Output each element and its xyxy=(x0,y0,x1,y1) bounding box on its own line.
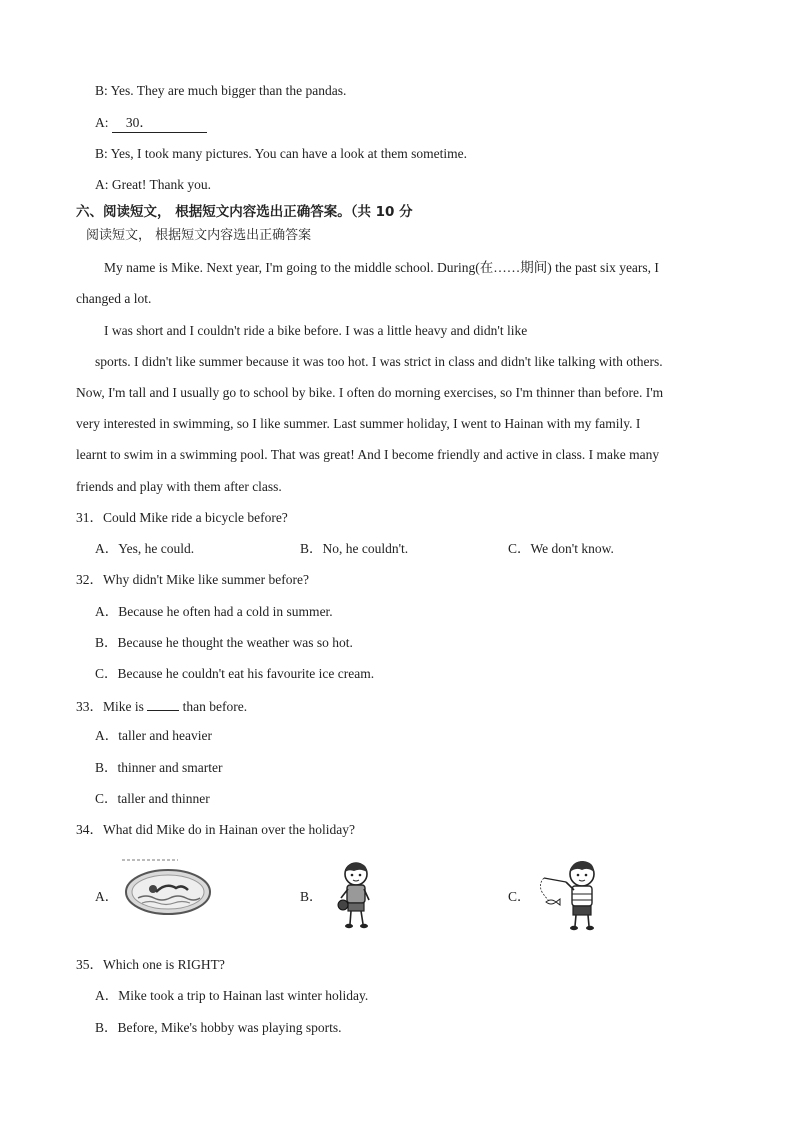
dialogue-line-2: A: 30． xyxy=(95,114,207,133)
passage-line-1: My name is Mike. Next year, I'm going to the middle school. During(在……期间) the past six years, I xyxy=(104,260,659,275)
q32-option-b[interactable]: B．Because he thought the weather was so hot. xyxy=(95,635,353,650)
q33-option-b[interactable]: B．thinner and smarter xyxy=(95,760,223,775)
q33-option-a[interactable]: A．taller and heavier xyxy=(95,728,212,743)
section-subtitle: 阅读短文， 根据短文内容选出正确答案 xyxy=(86,228,312,243)
question-35-stem: 35．Which one is RIGHT? xyxy=(76,957,225,972)
passage-line-5: Now, I'm tall and I usually go to school by bike. I often do morning exercises, so I'm thinner than before. I'm xyxy=(76,385,664,400)
question-33-stem: 33．Mike is than before. xyxy=(76,696,247,716)
passage-line-7: learnt to swim in a swimming pool. That was great! And I become friendly and active in class. I make many xyxy=(76,447,660,462)
swimming-picture xyxy=(118,858,218,920)
answer-blank-30[interactable]: 30． xyxy=(112,114,207,133)
question-34-stem: 34．What did Mike do in Hainan over the holiday? xyxy=(76,822,355,837)
passage-line-2: changed a lot. xyxy=(76,291,152,306)
q35-option-a[interactable]: A．Mike took a trip to Hainan last winter holiday. xyxy=(95,988,369,1003)
q35-option-b[interactable]: B．Before, Mike's hobby was playing sports. xyxy=(95,1020,342,1035)
q34-option-a[interactable]: A． xyxy=(95,889,119,904)
question-32-stem: 32．Why didn't Mike like summer before? xyxy=(76,572,310,587)
dialogue-line-1: B: Yes. They are much bigger than the pandas. xyxy=(95,83,347,98)
basketball-boy-picture xyxy=(332,860,380,932)
passage-line-8: friends and play with them after class. xyxy=(76,479,282,494)
q32-option-a[interactable]: A．Because he often had a cold in summer. xyxy=(95,604,333,619)
q34-option-b[interactable]: B． xyxy=(300,889,323,904)
q31-option-b[interactable]: B．No, he couldn't. xyxy=(300,541,409,556)
question-31-stem: 31．Could Mike ride a bicycle before? xyxy=(76,510,288,525)
dialogue-line-4: A: Great! Thank you. xyxy=(95,177,211,192)
fishing-boy-picture xyxy=(536,858,606,932)
q34-option-c[interactable]: C． xyxy=(508,889,531,904)
q31-option-a[interactable]: A．Yes, he could. xyxy=(95,541,195,556)
q32-option-c[interactable]: C．Because he couldn't eat his favourite ice cream. xyxy=(95,666,375,681)
passage-line-3: I was short and I couldn't ride a bike before. I was a little heavy and didn't like xyxy=(104,323,528,338)
q31-option-c[interactable]: C．We don't know. xyxy=(508,541,614,556)
passage-line-4: sports. I didn't like summer because it was too hot. I was strict in class and didn't like talking with others. xyxy=(95,354,663,369)
q33-option-c[interactable]: C．taller and thinner xyxy=(95,791,210,806)
q33-blank[interactable] xyxy=(147,696,179,711)
passage-line-6: very interested in swimming, so I like summer. Last summer holiday, I went to Hainan with my family. I xyxy=(76,416,641,431)
section-heading: 六、阅读短文， 根据短文内容选出正确答案。（共 10 分 xyxy=(76,204,413,220)
dialogue-line-3: B: Yes, I took many pictures. You can have a look at them sometime. xyxy=(95,146,467,161)
